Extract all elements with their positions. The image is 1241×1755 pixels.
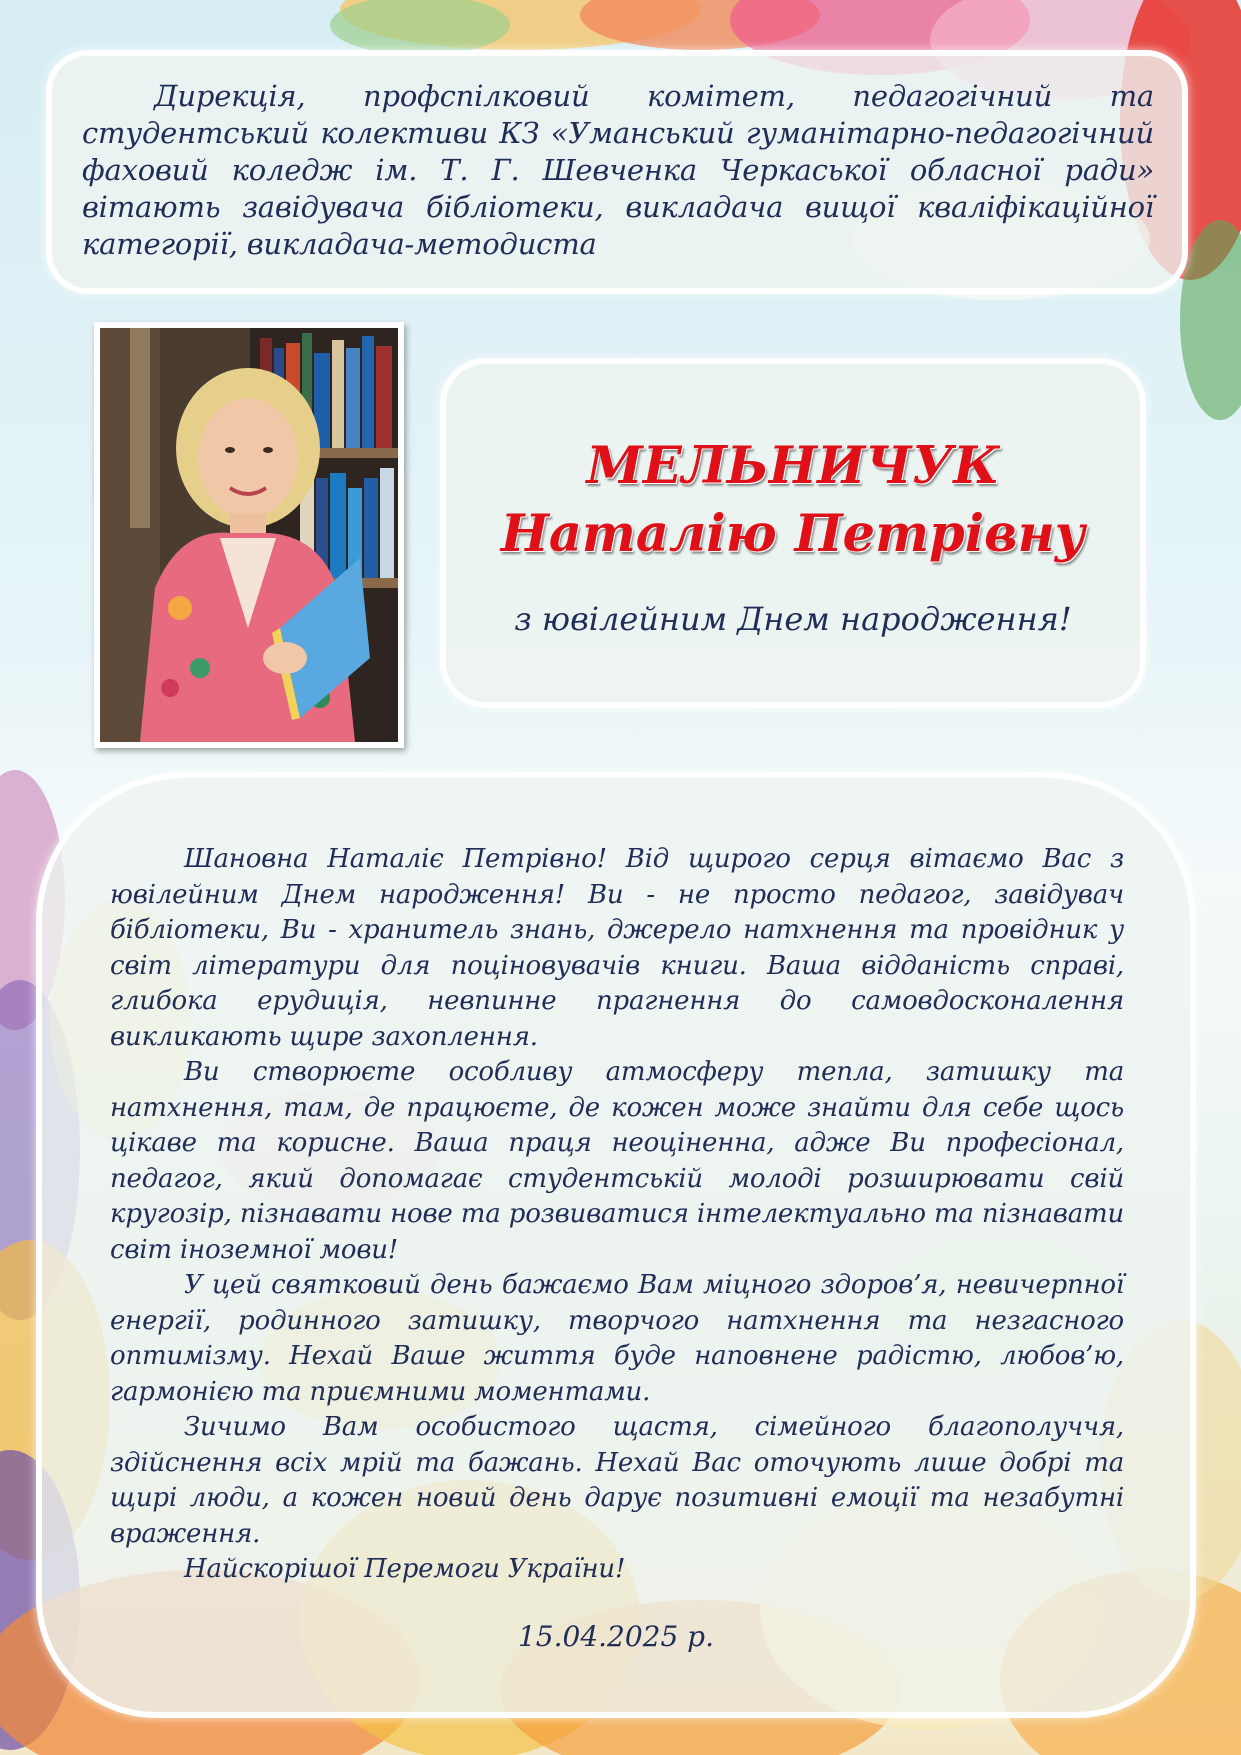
message-paragraph: Шановна Наталіє Петрівно! Від щирого серця вітаємо Вас з ювілейним Днем народження! Ви - не просто педагог, завідувач бібліотеки, Ви - хранитель знань, джерело натхнення та провідник у світ літератури для поціновувачів книги. Ваша відданість справі, глибока ерудиція, невпинне прагнення до самовдосконалення викликають щире захоплення. <box>110 844 1124 1052</box>
greeting-panel <box>46 50 1188 294</box>
message-panel <box>36 772 1196 1718</box>
portrait-photo <box>100 328 398 742</box>
victory-wish: Найскорішої Перемоги України! <box>184 1554 626 1584</box>
honoree-given-name: Наталію Петрівну <box>500 504 1086 564</box>
portrait-photo-frame <box>94 322 404 748</box>
message-paragraph: Зичимо Вам особистого щастя, сімейного благополуччя, здійснення всіх мрій та бажань. Нехай Вас оточують лише добрі та щирі люди, а кожен новий день дарує позитивні емоції та незабутні враження. <box>110 1412 1124 1549</box>
message-paragraph: Ви створюєте особливу атмосферу тепла, затишку та натхнення, там, де працюєте, де кожен може знайти для себе щось цікаве та корисне. Ваша праця неоціненна, адже Ви професіонал, педагог, який допомагає студентській молоді розширювати свій кругозір, пізнавати нове та розвиватися інтелектуально та пізнавати світ іноземної мови! <box>110 1057 1124 1265</box>
honoree-surname: МЕЛЬНИЧУК <box>586 436 1000 496</box>
greeting-text: Дирекція, профспілковий комітет, педагогічний та студентський колективи КЗ «Уманський гуманітарно-педагогічний фаховий коледж ім. Т. Г. Шевченка Черкаської обласної ради» вітають завідувача бібліотеки, викладача вищої кваліфікаційної категорії, викладача-методиста <box>82 79 1154 261</box>
occasion-text: з ювілейним Днем народження! <box>514 600 1072 638</box>
message-date: 15.04.2025 р. <box>517 1620 715 1653</box>
honoree-panel <box>440 358 1146 708</box>
message-paragraph: У цей святковий день бажаємо Вам міцного здоров’я, невичерпної енергії, родинного затишку, творчого натхнення та незгасного оптимізму. Нехай Ваше життя буде наповнене радістю, любов’ю, гармонією та приємними моментами. <box>110 1270 1124 1407</box>
